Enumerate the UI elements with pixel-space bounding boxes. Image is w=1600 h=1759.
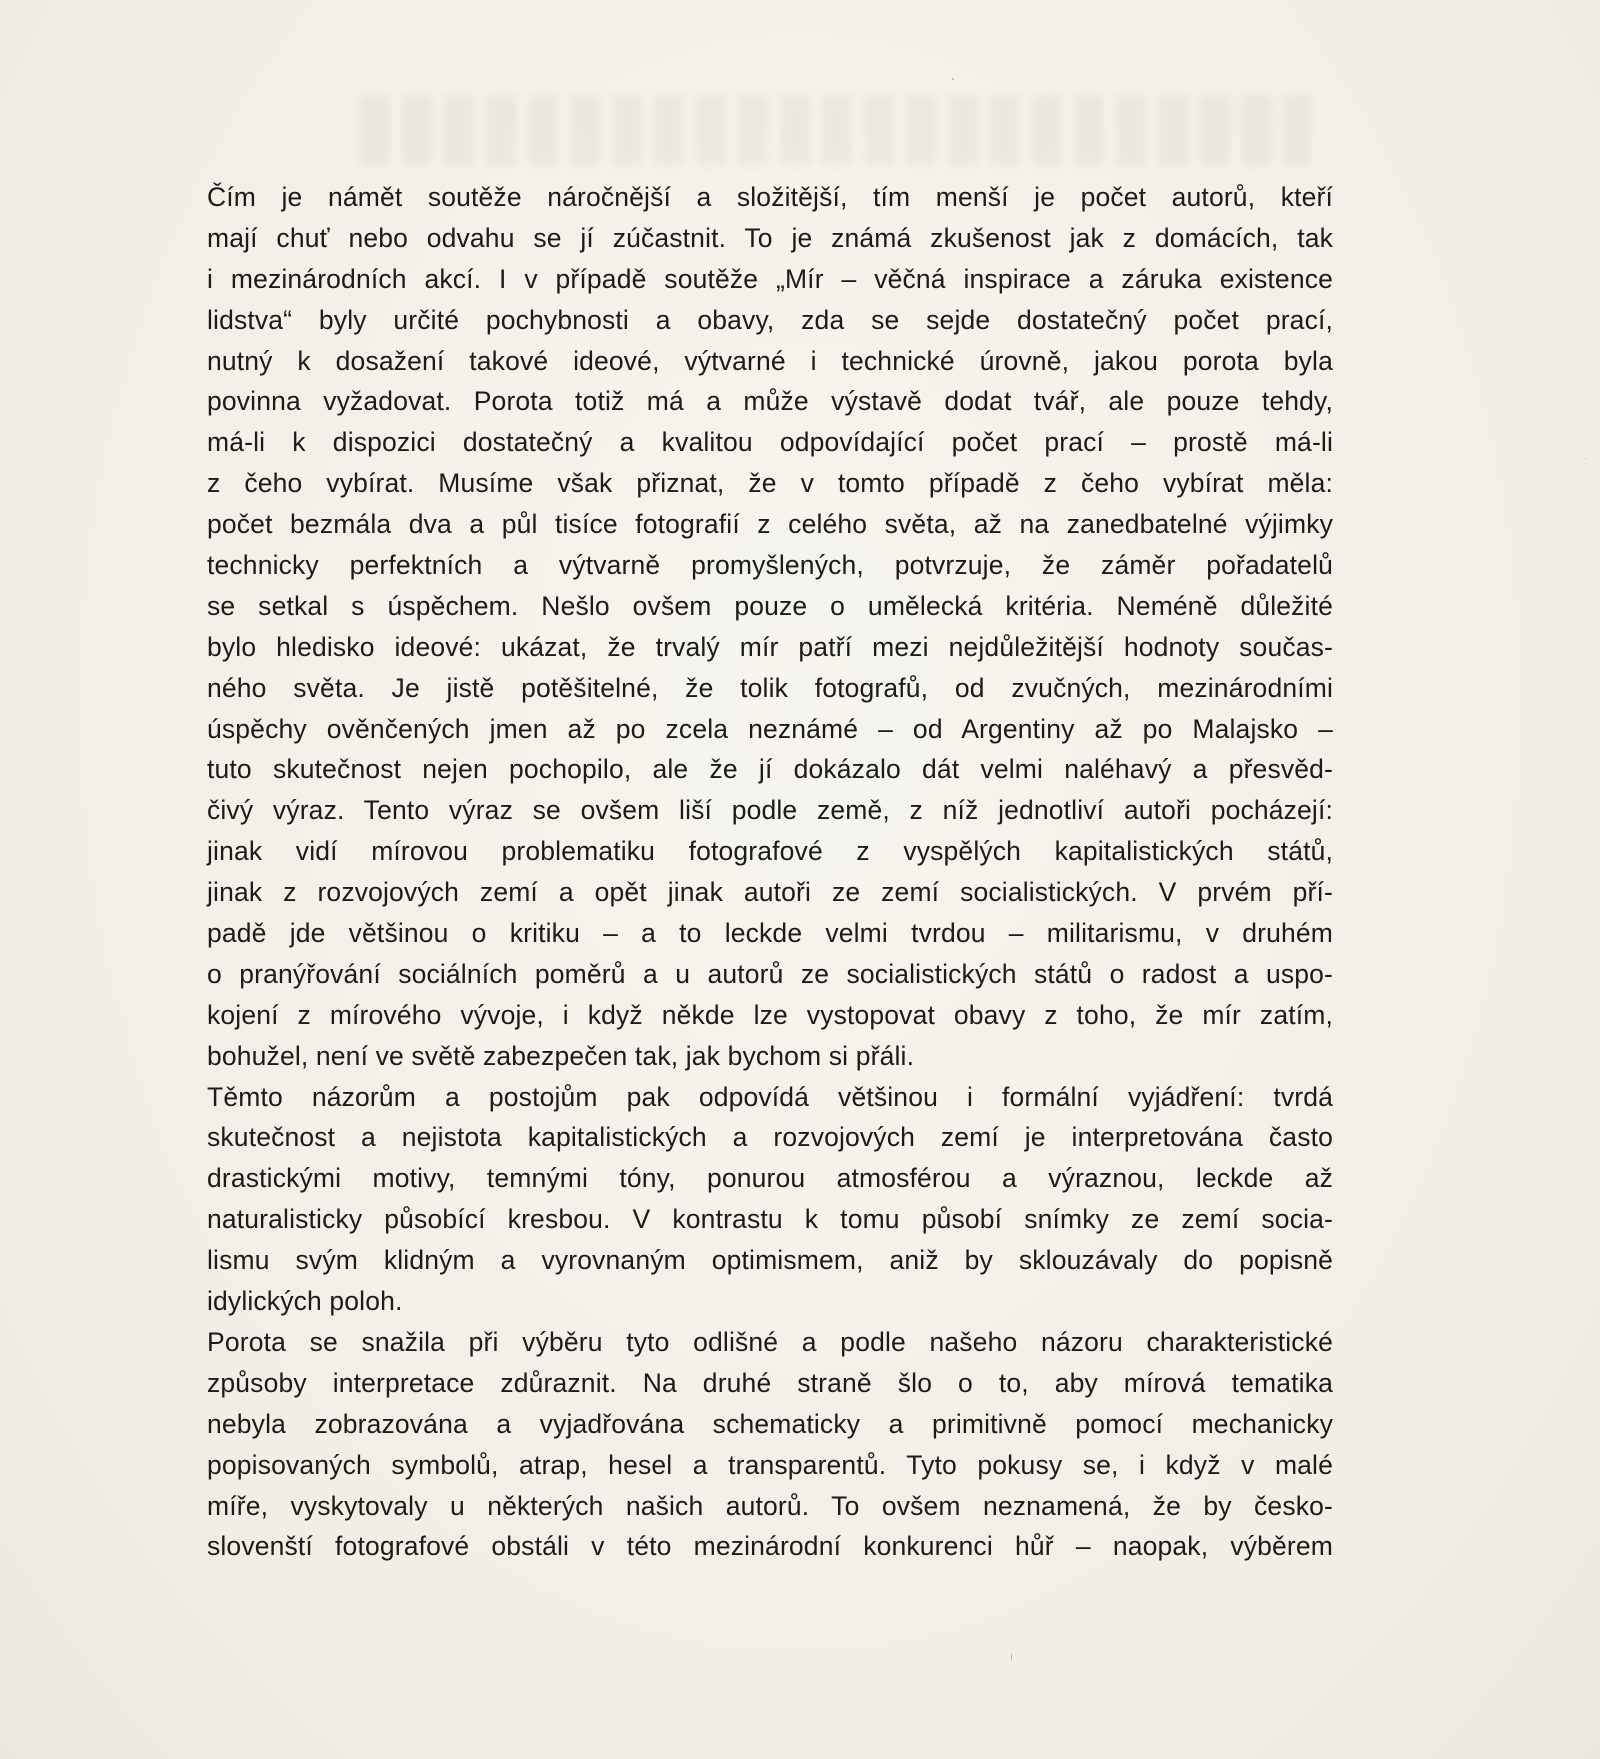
text-line: nebyla zobrazována a vyjadřována schematicky a primitivně pomocí mechanicky — [207, 1408, 1333, 1439]
text-line: mají chuť nebo odvahu se jí zúčastnit. To je známá zkušenost jak z domácích, tak — [207, 222, 1333, 253]
text-line: i mezinárodních akcí. I v případě soutěže „Mír – věčná inspirace a záruka existence — [207, 263, 1333, 294]
text-line: idylických poloh. — [207, 1286, 403, 1317]
text-line: bohužel, není ve světě zabezpečen tak, jak bychom si přáli. — [207, 1040, 915, 1071]
text-line: se setkal s úspěchem. Nešlo ovšem pouze o umělecká kritéria. Neméně důležité — [207, 590, 1333, 621]
text-line: Čím je námět soutěže náročnější a složitější, tím menší je počet autorů, kteří — [207, 182, 1333, 212]
text-line: z čeho vybírat. Musíme však přiznat, že v tomto případě z čeho vybírat měla: — [207, 468, 1333, 499]
text-line: Porota se snažila při výběru tyto odlišné a podle našeho názoru charakteristické — [207, 1326, 1333, 1357]
show-through-shadow — [360, 95, 1310, 165]
text-line: drastickými motivy, temnými tóny, ponurou atmosférou a výraznou, leckde až — [207, 1163, 1333, 1194]
text-line: slovenští fotografové obstáli v této mezinárodní konkurenci hůř – naopak, výběrem — [207, 1531, 1333, 1562]
text-line: lidstva“ byly určité pochybnosti a obavy, zda se sejde dostatečný počet prací, — [207, 304, 1333, 335]
text-line: skutečnost a nejistota kapitalistických a rozvojových zemí je interpretována často — [207, 1122, 1333, 1153]
text-line: ného světa. Je jistě potěšitelné, že tolik fotografů, od zvučných, mezinárodními — [207, 672, 1333, 703]
text-line: jinak vidí mírovou problematiku fotografové z vyspělých kapitalistických států, — [207, 836, 1333, 867]
text-line: má-li k dispozici dostatečný a kvalitou odpovídající počet prací – prostě má-li — [207, 427, 1333, 458]
text-line: povinna vyžadovat. Porota totiž má a může výstavě dodat tvář, ale pouze tehdy, — [207, 386, 1333, 417]
text-line: naturalisticky působící kresbou. V kontrastu k tomu působí snímky ze zemí socia- — [207, 1204, 1333, 1235]
text-line: lismu svým klidným a vyrovnaným optimismem, aniž by sklouzávaly do popisně — [207, 1245, 1333, 1276]
text-line: počet bezmála dva a půl tisíce fotografií z celého světa, až na zanedbatelné výjimky — [207, 509, 1333, 540]
text-line: technicky perfektních a výtvarně promyšlených, potvrzuje, že záměr pořadatelů — [207, 550, 1333, 581]
text-line: Těmto názorům a postojům pak odpovídá většinou i formální vyjádření: tvrdá — [207, 1081, 1333, 1112]
text-line: o pranýřování sociálních poměrů a u autorů ze socialistických států o radost a uspo- — [207, 958, 1333, 989]
text-line: způsoby interpretace zdůraznit. Na druhé straně šlo o to, aby mírová tematika — [207, 1367, 1333, 1398]
text-line: jinak z rozvojových zemí a opět jinak autoři ze zemí socialistických. V prvém pří- — [207, 877, 1333, 908]
text-line: úspěchy ověnčených jmen až po zcela neznámé – od Argentiny až po Malajsko – — [207, 713, 1333, 744]
text-line: nutný k dosažení takové ideové, výtvarné i technické úrovně, jakou porota byla — [207, 345, 1333, 376]
text-line: tuto skutečnost nejen pochopilo, ale že jí dokázalo dát velmi naléhavý a přesvěd- — [207, 754, 1333, 785]
text-line: bylo hledisko ideové: ukázat, že trvalý mír patří mezi nejdůležitější hodnoty součas- — [207, 631, 1333, 662]
text-line: popisovaných symbolů, atrap, hesel a transparentů. Tyto pokusy se, i když v malé — [207, 1449, 1333, 1480]
text-line: kojení z mírového vývoje, i když někde lze vystopovat obavy z toho, že mír zatím, — [207, 999, 1333, 1030]
text-line: padě jde většinou o kritiku – a to leckde velmi tvrdou – militarismu, v druhém — [207, 918, 1333, 949]
body-text — [207, 177, 1333, 1567]
text-line: čivý výraz. Tento výraz se ovšem liší podle země, z níž jednotliví autoři pocházejí: — [207, 795, 1333, 826]
text-line: míře, vyskytovaly u některých našich autorů. To ovšem neznamená, že by česko- — [207, 1490, 1333, 1521]
